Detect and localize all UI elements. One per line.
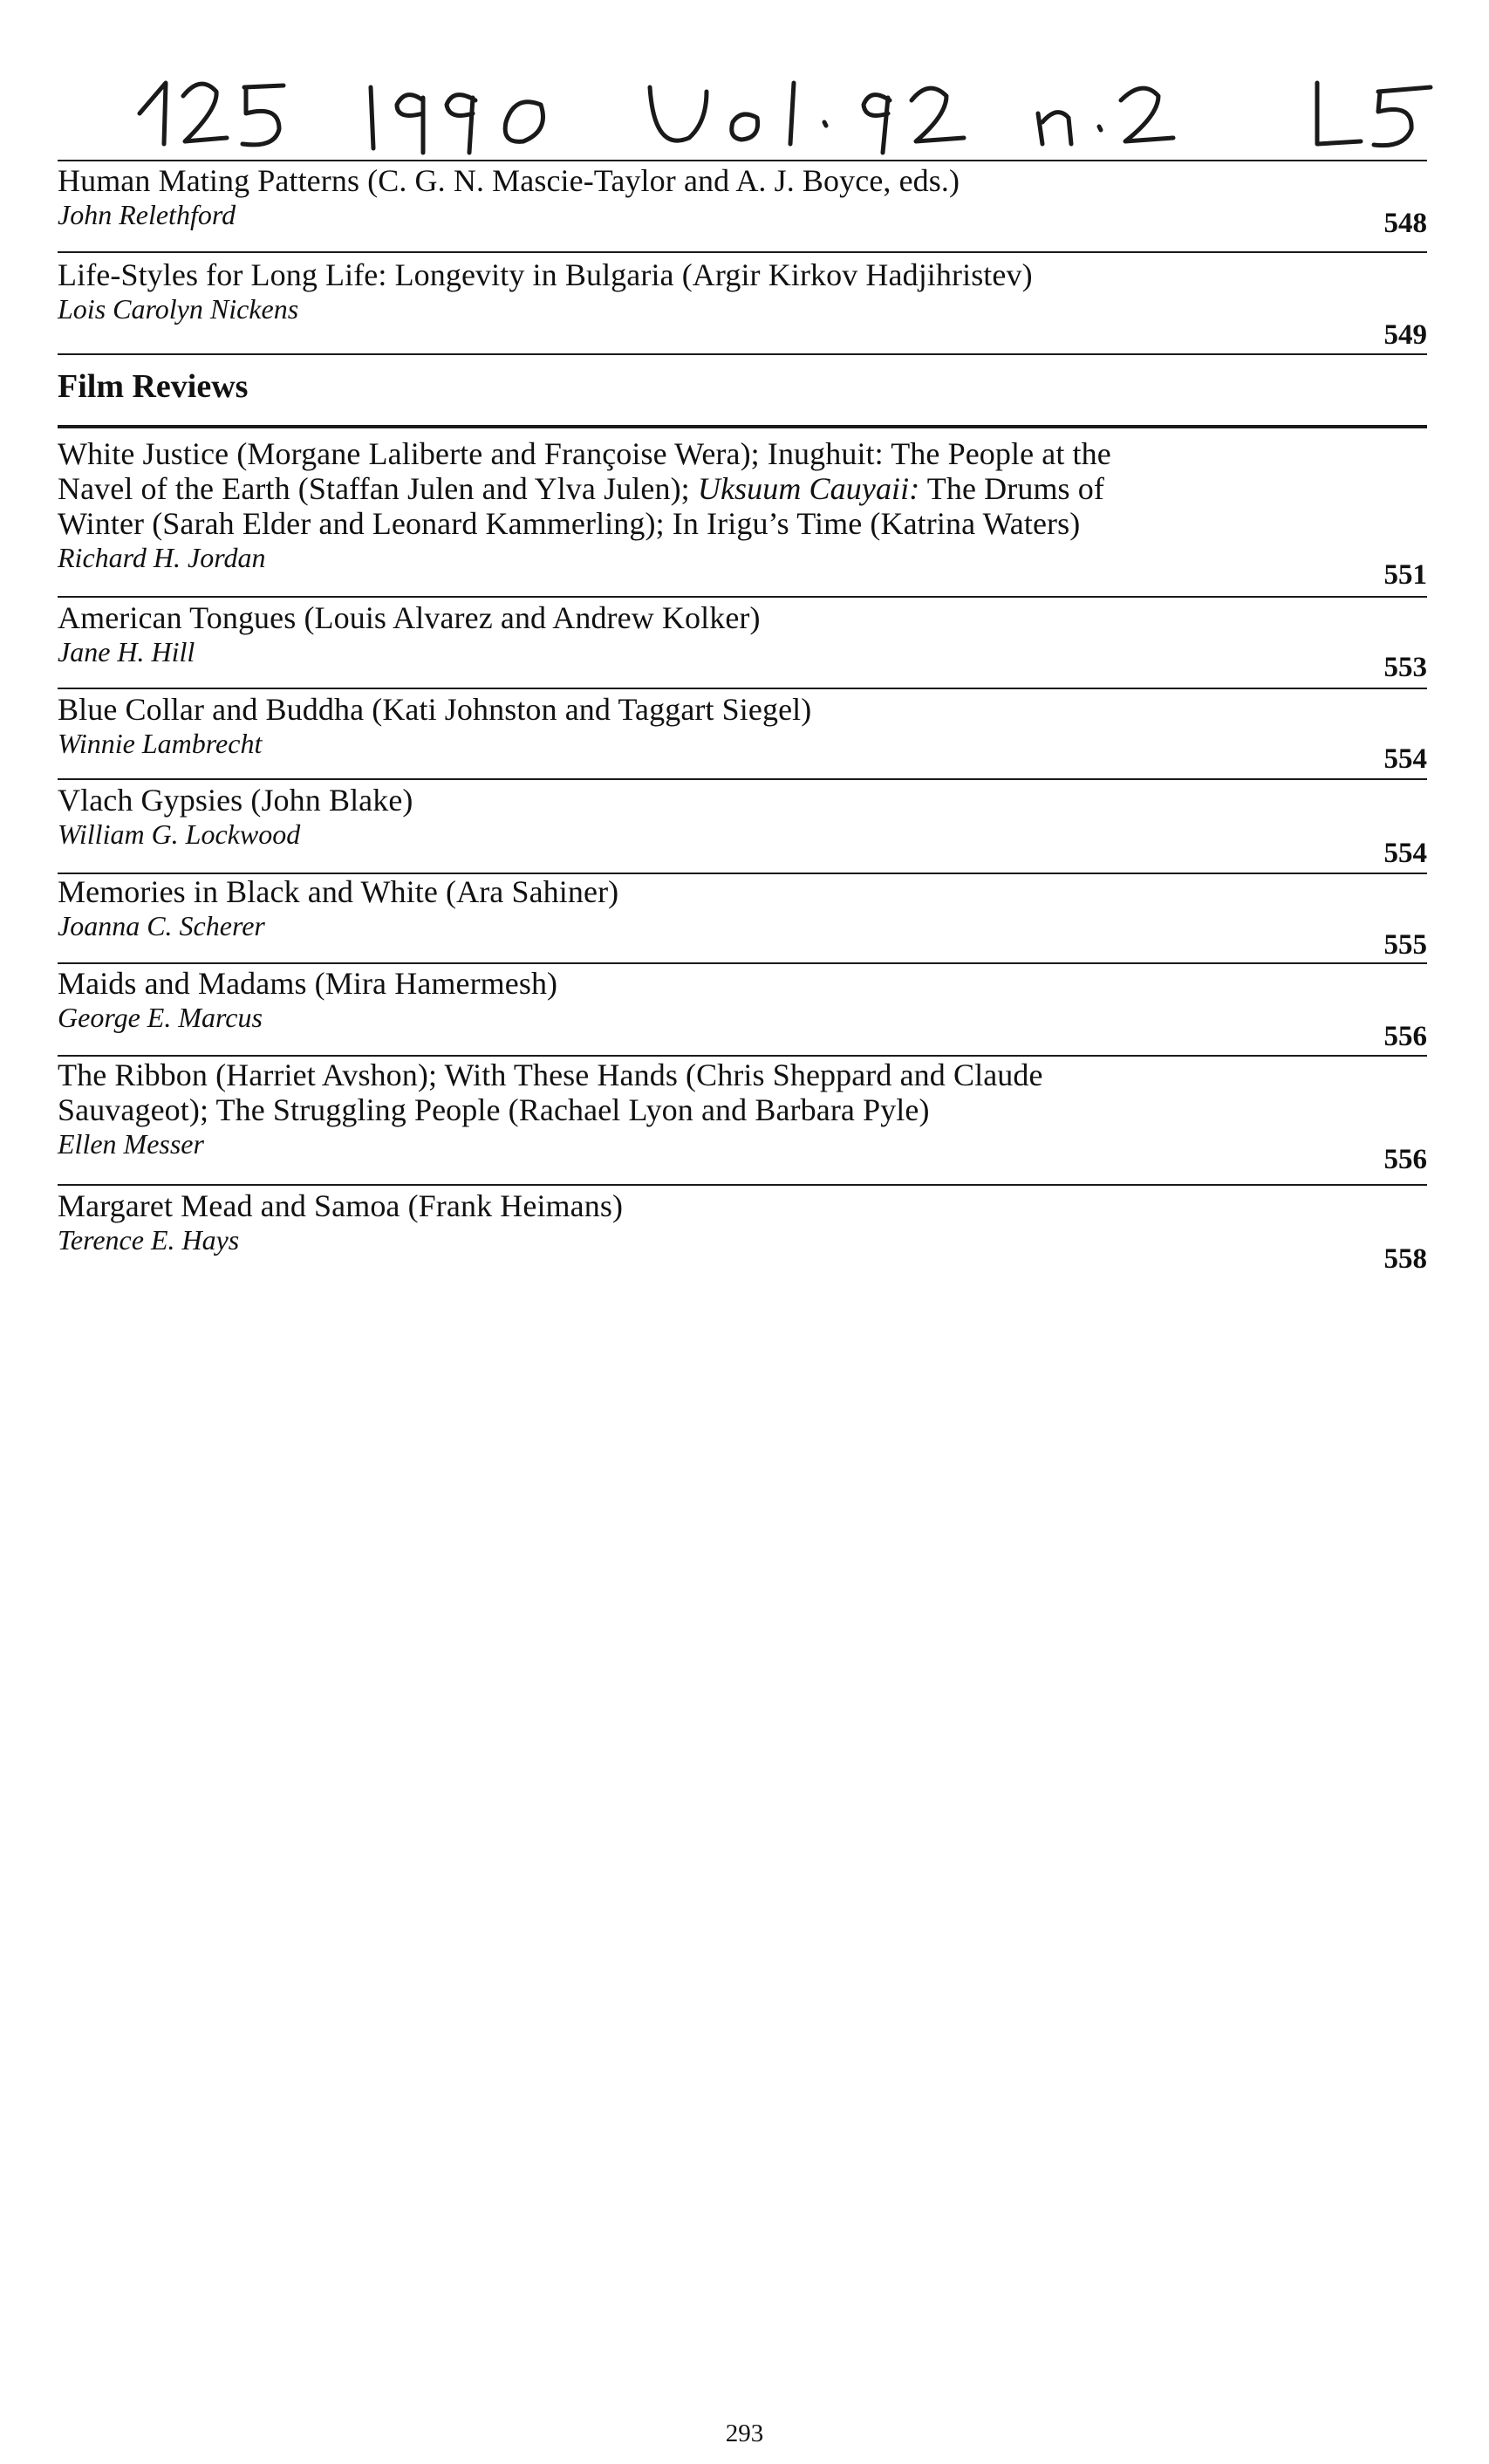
entry-title: Blue Collar and Buddha (Kati Johnston and Taggart Siegel) (58, 692, 812, 727)
entry-reviewer: Ellen Messer (58, 1128, 204, 1160)
entry-reviewer: Lois Carolyn Nickens (58, 293, 299, 325)
entry-rule (58, 778, 1427, 780)
entry-title (58, 436, 1279, 541)
entry-reviewer: Joanna C. Scherer (58, 910, 265, 941)
entry-page-number: 556 (1383, 1021, 1427, 1052)
entry-rule (58, 688, 1427, 689)
entry-reviewer: John Relethford (58, 199, 236, 230)
entry-title: Margaret Mead and Samoa (Frank Heimans) (58, 1188, 624, 1223)
toc-entry (58, 874, 1427, 961)
entry-rule (58, 596, 1427, 598)
section-rule-top (58, 353, 1427, 355)
entry-reviewer: Richard H. Jordan (58, 542, 266, 573)
entry-title: Memories in Black and White (Ara Sahiner) (58, 874, 619, 909)
entry-title-line: The Ribbon (Harriet Avshon); With These Hands (Chris Sheppard and Claude (58, 1057, 1043, 1092)
toc-entry (58, 436, 1427, 591)
entry-title: Life-Styles for Long Life: Longevity in Bulgaria (Argir Kirkov Hadjihristev) (58, 257, 1033, 292)
entry-reviewer: William G. Lockwood (58, 818, 301, 850)
entry-title (58, 1057, 1279, 1127)
toc-entry (58, 257, 1427, 351)
top-rule (58, 160, 1427, 161)
entry-rule (58, 1055, 1427, 1057)
entry-title-line: Winter (Sarah Elder and Leonard Kammerling); In Irigu’s Time (Katrina Waters) (58, 506, 1081, 541)
entry-title: Vlach Gypsies (John Blake) (58, 783, 413, 818)
toc-entry (58, 1188, 1427, 1275)
page-number-folio: 293 (725, 2420, 764, 2447)
entry-page-number: 555 (1383, 929, 1427, 961)
handwritten-annotation (131, 61, 1457, 157)
entry-title-segment: The Drums of (919, 471, 1104, 506)
entry-rule (58, 251, 1427, 253)
entry-page-number: 554 (1383, 743, 1427, 775)
entry-reviewer: Jane H. Hill (58, 636, 195, 667)
entry-reviewer: George E. Marcus (58, 1002, 263, 1033)
entry-reviewer: Winnie Lambrecht (58, 728, 263, 759)
entry-page-number: 556 (1383, 1144, 1427, 1175)
entry-title-italic: Uksuum Cauyaii: (697, 471, 920, 506)
toc-entry (58, 1057, 1427, 1175)
entry-page-number: 554 (1383, 838, 1427, 869)
entry-reviewer: Terence E. Hays (58, 1224, 240, 1256)
entry-title: Maids and Madams (Mira Hamermesh) (58, 966, 558, 1001)
entry-title-line: White Justice (Morgane Laliberte and Françoise Wera); Inughuit: The People at the (58, 436, 1111, 471)
entry-rule (58, 962, 1427, 964)
entry-title-segment: Navel of the Earth (Staffan Julen and Ylva Julen); (58, 471, 698, 506)
toc-entry (58, 163, 1427, 239)
entry-title-line (58, 471, 1279, 506)
entry-page-number: 558 (1383, 1243, 1427, 1275)
section-rule-bottom (58, 425, 1427, 428)
toc-entry (58, 692, 1427, 775)
toc-entry (58, 600, 1427, 683)
entry-title-line: Sauvageot); The Struggling People (Rachael Lyon and Barbara Pyle) (58, 1092, 930, 1127)
section-heading-film-reviews: Film Reviews (58, 368, 249, 405)
entry-rule (58, 1184, 1427, 1186)
entry-page-number: 553 (1383, 652, 1427, 683)
entry-page-number: 548 (1383, 208, 1427, 239)
entry-page-number: 549 (1383, 319, 1427, 351)
entry-title: American Tongues (Louis Alvarez and Andrew Kolker) (58, 600, 761, 635)
entry-page-number: 551 (1383, 559, 1427, 591)
toc-entry (58, 783, 1427, 869)
toc-entry (58, 966, 1427, 1052)
entry-title: Human Mating Patterns (C. G. N. Mascie-Taylor and A. J. Boyce, eds.) (58, 163, 960, 198)
